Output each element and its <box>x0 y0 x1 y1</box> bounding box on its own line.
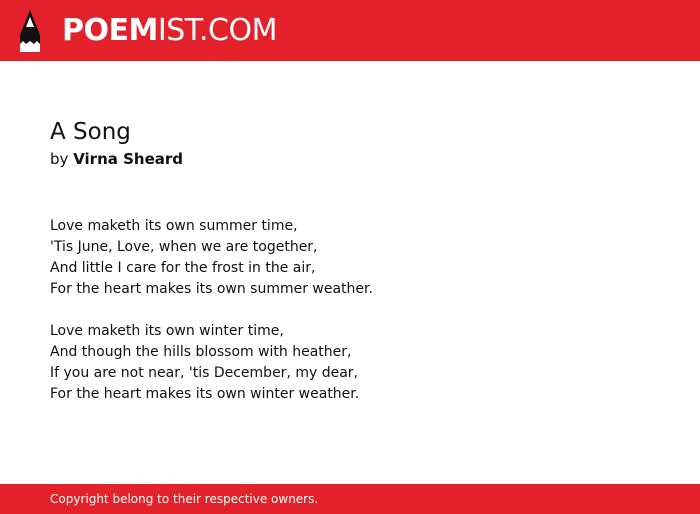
poem-line: And though the hills blossom with heather, <box>50 344 352 360</box>
poem-line: For the heart makes its own summer weather. <box>50 281 373 297</box>
byline-prefix: by <box>50 150 69 168</box>
copyright-text: Copyright belong to their respective owners. <box>50 492 319 506</box>
site-logo-link[interactable] <box>18 8 277 54</box>
poem-line: And little I care for the frost in the air, <box>50 260 316 276</box>
site-wordmark <box>62 13 277 48</box>
poem-content <box>50 117 670 405</box>
poem-title: A Song <box>50 119 131 145</box>
poem-line: For the heart makes its own winter weather. <box>50 386 360 402</box>
poem-line: 'Tis June, Love, when we are together, <box>50 239 318 255</box>
poem-stanza <box>50 216 670 300</box>
poem-line: Love maketh its own summer time, <box>50 218 298 234</box>
site-footer <box>0 484 700 514</box>
wordmark-bold: POEM <box>62 13 158 48</box>
author-name: Virna Sheard <box>73 150 184 168</box>
pencil-icon <box>18 9 42 53</box>
poem-line: Love maketh its own winter time, <box>50 323 284 339</box>
poem-stanza <box>50 321 670 405</box>
poem-byline <box>50 148 670 170</box>
poem-line: If you are not near, 'tis December, my dear, <box>50 365 358 381</box>
site-header <box>0 0 700 61</box>
wordmark-light: IST.COM <box>157 13 277 48</box>
